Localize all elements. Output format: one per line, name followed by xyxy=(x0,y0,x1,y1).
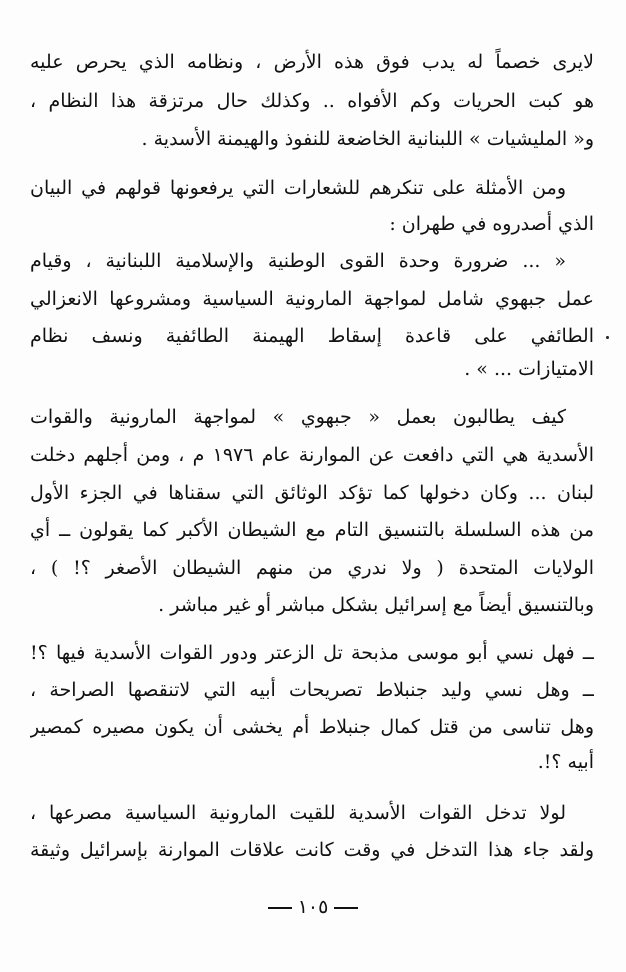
question-line: أبيه ؟!. xyxy=(537,751,594,773)
text-line: من هذه السلسلة بالتنسيق التام مع الشيطان الأكبر كما يقولون ــ أي xyxy=(30,519,594,541)
text-line: لبنان ... وكان دخولها كما تؤكد الوثائق التي سقناها في الجزء الأول xyxy=(30,482,594,504)
text-line: لايرى خصماً له يدب فوق هذه الأرض ، ونظامه الذي يحرص عليه xyxy=(30,51,594,73)
text-line: ومن الأمثلة على تنكرهم للشعارات التي يرفعونها قولهم في البيان xyxy=(30,177,566,199)
text-line: ولقد جاء هذا التدخل في وقت كانت علاقات الموارنة بإسرائيل وثيقة xyxy=(30,839,594,861)
page-footer xyxy=(0,892,626,922)
text-line: كيف يطالبون بعمل « جبهوي » لمواجهة المارونية والقوات xyxy=(30,406,566,428)
quote-line: « ... ضرورة وحدة القوى الوطنية والإسلامية اللبنانية ، وقيام xyxy=(30,250,566,272)
footer-dash xyxy=(334,907,358,909)
text-line: الأسدية هي التي دافعت عن الموارنة عام ١٩٧٦ م ، ومن أجلهم دخلت xyxy=(30,444,594,466)
page-number: ١٠٥ xyxy=(297,896,329,918)
footer-dash xyxy=(268,907,292,909)
scan-speck xyxy=(606,336,609,339)
quote-line: الطائفي على قاعدة إسقاط الهيمنة الطائفية ونسف نظام xyxy=(30,325,594,347)
quote-line: الامتيازات ... » . xyxy=(464,358,594,380)
text-line: و« المليشيات » اللبنانية الخاضعة للنفوذ والهيمنة الأسدية . xyxy=(141,128,594,150)
question-line: ــ فهل نسي أبو موسى مذبحة تل الزعتر ودور القوات الأسدية فيها ؟! xyxy=(30,642,594,664)
text-line: وبالتنسيق أيضاً مع إسرائيل بشكل مباشر أو غير مباشر . xyxy=(158,594,594,616)
quote-line: عمل جبهوي شامل لمواجهة المارونية السياسية ومشروعها الانعزالي xyxy=(30,288,594,310)
text-line: الولايات المتحدة ( ولا ندري من منهم الشيطان الأصغر ؟! ) ، xyxy=(30,557,594,579)
text-line: لولا تدخل القوات الأسدية للقيت المارونية السياسية مصرعها ، xyxy=(30,802,566,824)
question-line: ــ وهل نسي وليد جنبلاط تصريحات أبيه التي لاتنقصها الصراحة ، xyxy=(30,679,594,701)
text-line: هو كبت الحريات وكم الأفواه .. وكذلك حال مرتزقة هذا النظام ، xyxy=(30,90,594,112)
question-line: وهل تناسى من قتل كمال جنبلاط أم يخشى أن يكون مصيره كمصير xyxy=(30,716,594,738)
text-line: الذي أصدروه في طهران : xyxy=(389,213,594,235)
